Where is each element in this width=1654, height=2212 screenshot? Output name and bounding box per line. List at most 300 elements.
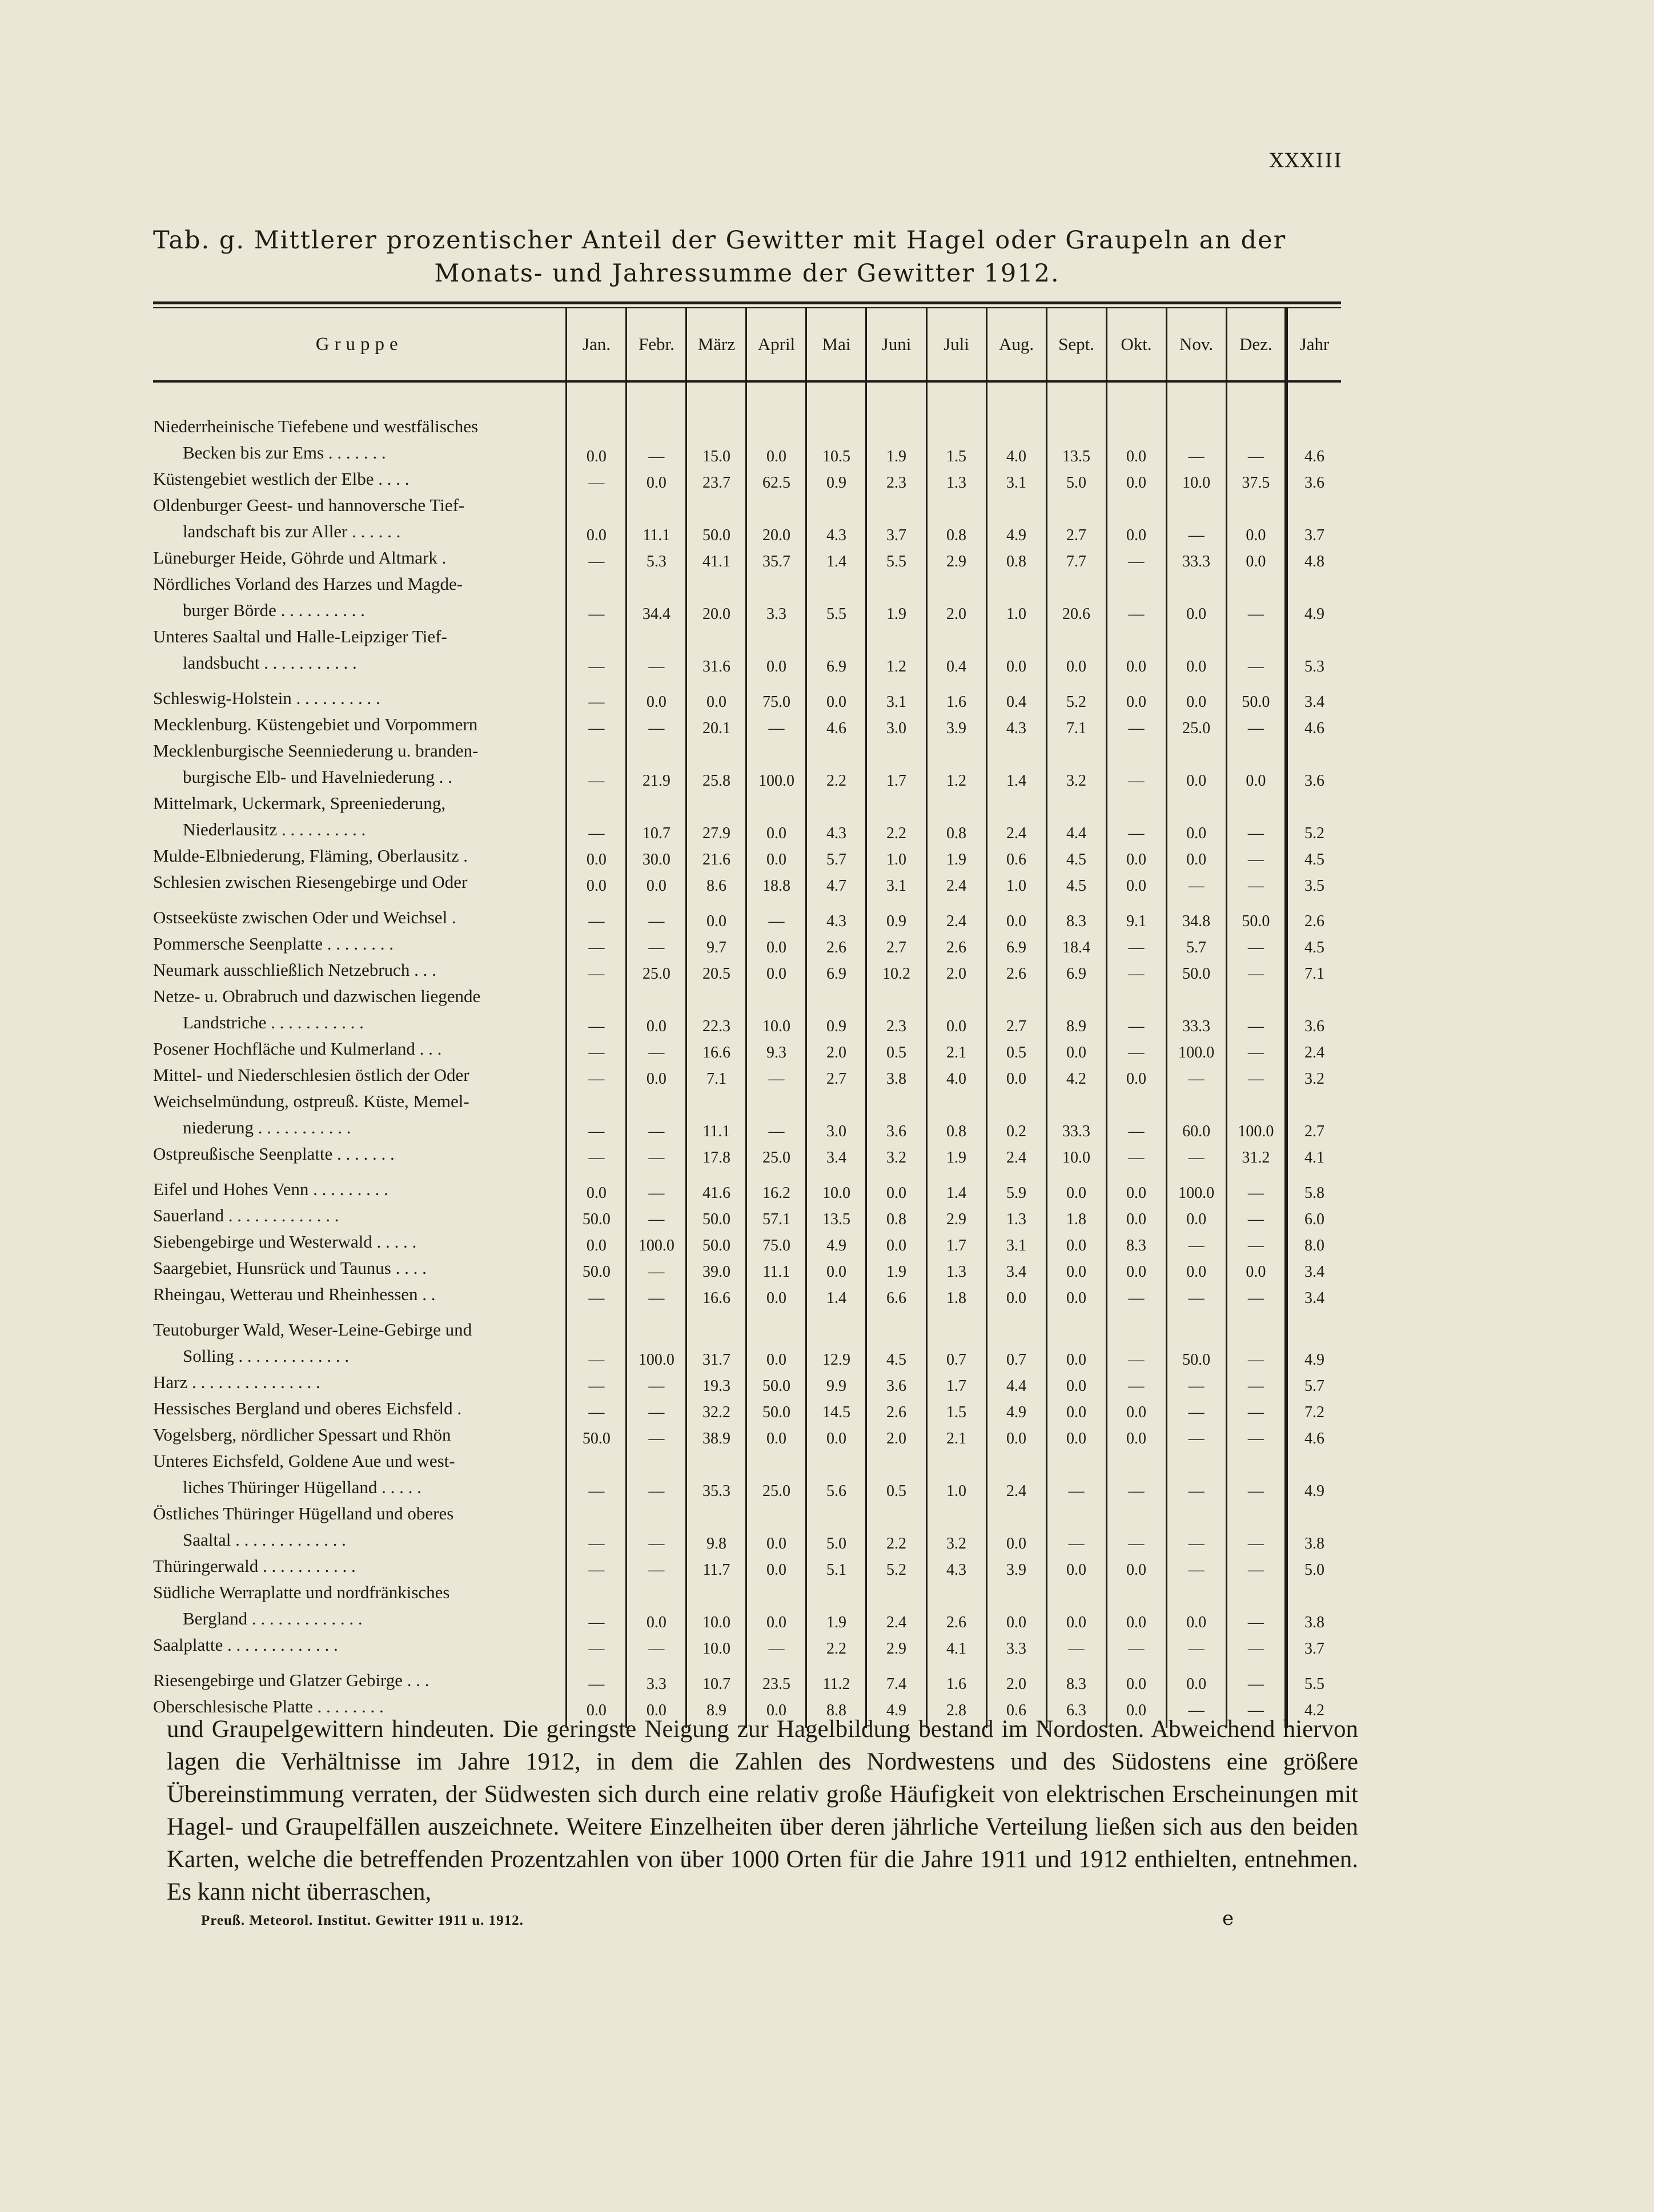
- column-header: Aug.: [986, 308, 1046, 381]
- group-spacer: [153, 676, 1341, 685]
- month-value-cell: —: [627, 1369, 687, 1395]
- month-value-cell: 0.0: [746, 1317, 806, 1369]
- table-row: [153, 983, 1341, 1036]
- spacer-cell: [926, 1167, 986, 1176]
- table-row: [153, 869, 1341, 895]
- table-row: [153, 738, 1341, 790]
- month-value-cell: 1.6: [926, 1667, 986, 1694]
- month-value-cell: 4.7: [806, 869, 866, 895]
- month-value-cell: 16.6: [687, 1281, 746, 1308]
- month-value-cell: 0.0: [627, 1694, 687, 1728]
- year-value-cell: 4.8: [1286, 545, 1341, 571]
- month-value-cell: 13.5: [806, 1202, 866, 1229]
- month-value-cell: 100.0: [746, 738, 806, 790]
- month-value-cell: 4.5: [1046, 843, 1106, 869]
- month-value-cell: 2.8: [926, 1694, 986, 1728]
- month-value-cell: —: [627, 1088, 687, 1141]
- group-name-line: Mittel- und Niederschlesien östlich der Oder: [153, 1065, 469, 1085]
- month-value-cell: 0.4: [986, 685, 1046, 711]
- month-value-cell: 0.2: [986, 1088, 1046, 1141]
- month-value-cell: 5.5: [806, 571, 866, 624]
- spacer-cell: [1046, 1308, 1106, 1317]
- month-value-cell: 50.0: [746, 1395, 806, 1422]
- month-value-cell: 4.3: [986, 711, 1046, 738]
- month-value-cell: 1.3: [926, 466, 986, 492]
- month-value-cell: —: [746, 1088, 806, 1141]
- month-value-cell: 10.7: [627, 790, 687, 843]
- group-name-cell: [153, 904, 567, 931]
- month-value-cell: 17.8: [687, 1141, 746, 1167]
- group-name-line: Niederrheinische Tiefebene und westfälisches: [153, 416, 479, 436]
- month-value-cell: —: [1226, 1553, 1286, 1579]
- month-value-cell: —: [567, 904, 627, 931]
- month-value-cell: 0.5: [866, 1036, 926, 1062]
- month-value-cell: 0.4: [926, 624, 986, 676]
- month-value-cell: —: [1106, 711, 1166, 738]
- month-value-cell: —: [1226, 1501, 1286, 1553]
- month-value-cell: 2.7: [1046, 492, 1106, 545]
- year-value-cell: 3.8: [1286, 1501, 1341, 1553]
- month-value-cell: —: [627, 624, 687, 676]
- month-value-cell: 0.0: [986, 624, 1046, 676]
- table-row: [153, 1667, 1341, 1694]
- spacer-cell: [153, 676, 567, 685]
- month-value-cell: 1.9: [866, 1255, 926, 1281]
- spacer-cell: [806, 676, 866, 685]
- group-name-line: Saaltal . . . . . . . . . . . . .: [183, 1530, 346, 1550]
- column-header: Febr.: [627, 308, 687, 381]
- month-value-cell: 0.0: [1166, 738, 1226, 790]
- month-value-cell: 0.0: [746, 931, 806, 957]
- table-row: [153, 1281, 1341, 1308]
- month-value-cell: 5.1: [806, 1553, 866, 1579]
- spacer-cell: [1046, 381, 1106, 413]
- month-value-cell: 0.0: [627, 685, 687, 711]
- month-value-cell: 7.4: [866, 1667, 926, 1694]
- month-value-cell: 9.8: [687, 1501, 746, 1553]
- year-value-cell: 4.9: [1286, 1448, 1341, 1501]
- year-value-cell: 6.0: [1286, 1202, 1341, 1229]
- month-value-cell: —: [1226, 869, 1286, 895]
- month-value-cell: 0.0: [687, 685, 746, 711]
- month-value-cell: 11.1: [627, 492, 687, 545]
- month-value-cell: 20.1: [687, 711, 746, 738]
- spacer-cell: [986, 1167, 1046, 1176]
- month-value-cell: —: [1226, 571, 1286, 624]
- month-value-cell: 0.0: [806, 1255, 866, 1281]
- year-value-cell: 3.4: [1286, 1255, 1341, 1281]
- spacer-cell: [1166, 1658, 1226, 1667]
- table-row: [153, 790, 1341, 843]
- spacer-cell: [746, 895, 806, 904]
- year-value-cell: 7.1: [1286, 957, 1341, 983]
- month-value-cell: 33.3: [1166, 545, 1226, 571]
- month-value-cell: 2.0: [806, 1036, 866, 1062]
- spacer-cell: [1286, 676, 1341, 685]
- group-name-line: Vogelsberg, nördlicher Spessart und Rhön: [153, 1425, 451, 1445]
- month-value-cell: —: [1046, 1501, 1106, 1553]
- month-value-cell: 0.0: [1106, 1395, 1166, 1422]
- month-value-cell: 10.0: [687, 1579, 746, 1632]
- group-name-line: Niederlausitz . . . . . . . . . .: [183, 819, 366, 839]
- month-value-cell: 8.9: [687, 1694, 746, 1728]
- spacer-cell: [926, 1308, 986, 1317]
- spacer-cell: [627, 895, 687, 904]
- group-name-cell: [153, 492, 567, 545]
- table-row: [153, 685, 1341, 711]
- month-value-cell: 0.6: [986, 1694, 1046, 1728]
- month-value-cell: 2.7: [986, 983, 1046, 1036]
- month-value-cell: 31.7: [687, 1317, 746, 1369]
- month-value-cell: 0.0: [1046, 1176, 1106, 1202]
- month-value-cell: 18.8: [746, 869, 806, 895]
- month-value-cell: 1.8: [926, 1281, 986, 1308]
- month-value-cell: —: [627, 1036, 687, 1062]
- table-row: [153, 1395, 1341, 1422]
- month-value-cell: 7.1: [687, 1062, 746, 1088]
- spacer-cell: [687, 1167, 746, 1176]
- month-value-cell: 4.5: [866, 1317, 926, 1369]
- month-value-cell: 11.2: [806, 1667, 866, 1694]
- month-value-cell: —: [1226, 1369, 1286, 1395]
- month-value-cell: 0.0: [806, 1422, 866, 1448]
- month-value-cell: 4.1: [926, 1632, 986, 1658]
- group-name-line: landsbucht . . . . . . . . . . .: [183, 653, 357, 673]
- table-row: [153, 1036, 1341, 1062]
- month-value-cell: 0.0: [567, 869, 627, 895]
- group-name-line: Saargebiet, Hunsrück und Taunus . . . .: [153, 1258, 427, 1278]
- group-name-cell: [153, 931, 567, 957]
- month-value-cell: —: [1166, 1141, 1226, 1167]
- year-value-cell: 5.3: [1286, 624, 1341, 676]
- month-value-cell: 3.1: [866, 869, 926, 895]
- month-value-cell: 0.0: [1166, 1667, 1226, 1694]
- month-value-cell: 12.9: [806, 1317, 866, 1369]
- month-value-cell: 5.9: [986, 1176, 1046, 1202]
- spacer-cell: [567, 1658, 627, 1667]
- spacer-cell: [1166, 676, 1226, 685]
- footer-publisher: Preuß. Meteorol. Institut. Gewitter 1911 u. 1912.: [201, 1913, 524, 1928]
- spacer-cell: [866, 1308, 926, 1317]
- month-value-cell: 4.3: [806, 492, 866, 545]
- month-value-cell: —: [627, 1632, 687, 1658]
- spacer-cell: [746, 1658, 806, 1667]
- spacer-cell: [1046, 1167, 1106, 1176]
- month-value-cell: 4.2: [1046, 1062, 1106, 1088]
- month-value-cell: 0.0: [1046, 1281, 1106, 1308]
- group-name-line: Thüringerwald . . . . . . . . . . .: [153, 1556, 356, 1576]
- month-value-cell: 100.0: [1226, 1088, 1286, 1141]
- table-body: [153, 381, 1341, 1728]
- spacer-cell: [1046, 676, 1106, 685]
- month-value-cell: 0.0: [806, 685, 866, 711]
- month-value-cell: 50.0: [687, 1202, 746, 1229]
- month-value-cell: 0.0: [1166, 790, 1226, 843]
- month-value-cell: 3.6: [866, 1369, 926, 1395]
- month-value-cell: 35.7: [746, 545, 806, 571]
- month-value-cell: 0.0: [746, 1553, 806, 1579]
- group-name-line: Siebengebirge und Westerwald . . . . .: [153, 1232, 417, 1252]
- month-value-cell: 1.2: [866, 624, 926, 676]
- month-value-cell: 0.0: [1226, 492, 1286, 545]
- group-name-line: landschaft bis zur Aller . . . . . .: [183, 521, 401, 541]
- spacer-cell: [687, 1658, 746, 1667]
- group-name-line: Landstriche . . . . . . . . . . .: [183, 1012, 364, 1032]
- month-value-cell: 5.0: [806, 1501, 866, 1553]
- month-value-cell: 50.0: [567, 1422, 627, 1448]
- month-value-cell: —: [1226, 1667, 1286, 1694]
- group-name-line: Sauerland . . . . . . . . . . . . .: [153, 1205, 339, 1225]
- month-value-cell: 2.9: [926, 1202, 986, 1229]
- group-name-cell: [153, 413, 567, 466]
- month-value-cell: 0.0: [1166, 624, 1226, 676]
- month-value-cell: 9.7: [687, 931, 746, 957]
- month-value-cell: 0.0: [1106, 1553, 1166, 1579]
- month-value-cell: 2.2: [806, 1632, 866, 1658]
- month-value-cell: —: [627, 904, 687, 931]
- group-name-line: Mecklenburg. Küstengebiet und Vorpommern: [153, 714, 478, 734]
- month-value-cell: 3.2: [866, 1141, 926, 1167]
- year-value-cell: 3.8: [1286, 1579, 1341, 1632]
- spacer-cell: [1226, 1658, 1286, 1667]
- month-value-cell: —: [627, 1176, 687, 1202]
- group-name-line: Schlesien zwischen Riesengebirge und Oder: [153, 872, 468, 892]
- month-value-cell: 41.6: [687, 1176, 746, 1202]
- month-value-cell: —: [1226, 1694, 1286, 1728]
- group-name-line: Mecklenburgische Seenniederung u. branden-: [153, 741, 479, 761]
- month-value-cell: 3.3: [986, 1632, 1046, 1658]
- month-value-cell: 0.0: [746, 1422, 806, 1448]
- spacer-cell: [1166, 1167, 1226, 1176]
- month-value-cell: 9.9: [806, 1369, 866, 1395]
- month-value-cell: 1.6: [926, 685, 986, 711]
- column-header: Jan.: [567, 308, 627, 381]
- month-value-cell: 57.1: [746, 1202, 806, 1229]
- table-row: [153, 1369, 1341, 1395]
- table-row: [153, 711, 1341, 738]
- month-value-cell: 0.0: [1166, 843, 1226, 869]
- month-value-cell: 1.0: [866, 843, 926, 869]
- spacer-cell: [986, 895, 1046, 904]
- month-value-cell: 4.3: [926, 1553, 986, 1579]
- group-name-cell: [153, 1229, 567, 1255]
- month-value-cell: 21.6: [687, 843, 746, 869]
- month-value-cell: 0.0: [1226, 545, 1286, 571]
- month-value-cell: 0.0: [1106, 843, 1166, 869]
- month-value-cell: 0.0: [866, 1176, 926, 1202]
- month-value-cell: 20.6: [1046, 571, 1106, 624]
- month-value-cell: —: [567, 738, 627, 790]
- spacer-cell: [866, 381, 926, 413]
- spacer-cell: [627, 1167, 687, 1176]
- month-value-cell: 0.0: [627, 1062, 687, 1088]
- month-value-cell: 50.0: [1166, 1317, 1226, 1369]
- month-value-cell: 0.0: [1106, 1202, 1166, 1229]
- month-value-cell: 0.0: [746, 843, 806, 869]
- month-value-cell: 39.0: [687, 1255, 746, 1281]
- month-value-cell: 0.6: [986, 843, 1046, 869]
- group-name-cell: [153, 1632, 567, 1658]
- month-value-cell: 2.6: [806, 931, 866, 957]
- month-value-cell: —: [1106, 1088, 1166, 1141]
- month-value-cell: 100.0: [627, 1229, 687, 1255]
- year-value-cell: 5.8: [1286, 1176, 1341, 1202]
- month-value-cell: 0.0: [986, 1579, 1046, 1632]
- month-value-cell: —: [1106, 738, 1166, 790]
- column-header: Juli: [926, 308, 986, 381]
- spacer-cell: [926, 381, 986, 413]
- group-name-line: Oberschlesische Platte . . . . . . . .: [153, 1696, 384, 1716]
- group-name-line: Mulde-Elbniederung, Fläming, Oberlausitz .: [153, 846, 468, 866]
- spacer-cell: [986, 1308, 1046, 1317]
- month-value-cell: 1.5: [926, 413, 986, 466]
- header-spacer: [153, 381, 1341, 413]
- month-value-cell: 1.4: [806, 1281, 866, 1308]
- month-value-cell: 2.6: [866, 1395, 926, 1422]
- month-value-cell: 2.4: [926, 869, 986, 895]
- spacer-cell: [806, 895, 866, 904]
- spacer-cell: [153, 1658, 567, 1667]
- spacer-cell: [567, 895, 627, 904]
- month-value-cell: 11.7: [687, 1553, 746, 1579]
- month-value-cell: 2.4: [866, 1579, 926, 1632]
- month-value-cell: —: [567, 1036, 627, 1062]
- month-value-cell: 0.8: [926, 1088, 986, 1141]
- month-value-cell: 10.2: [866, 957, 926, 983]
- month-value-cell: —: [567, 1667, 627, 1694]
- month-value-cell: 18.4: [1046, 931, 1106, 957]
- year-value-cell: 4.2: [1286, 1694, 1341, 1728]
- month-value-cell: 8.3: [1046, 1667, 1106, 1694]
- group-name-line: Ostpreußische Seenplatte . . . . . . .: [153, 1144, 395, 1164]
- month-value-cell: 0.0: [1106, 1579, 1166, 1632]
- group-name-line: Unteres Eichsfeld, Goldene Aue und west-: [153, 1451, 455, 1471]
- month-value-cell: —: [1226, 1229, 1286, 1255]
- group-name-line: Oldenburger Geest- und hannoversche Tief-: [153, 495, 465, 515]
- month-value-cell: 2.9: [866, 1632, 926, 1658]
- month-value-cell: —: [1226, 931, 1286, 957]
- month-value-cell: —: [1166, 1694, 1226, 1728]
- group-spacer: [153, 1308, 1341, 1317]
- month-value-cell: —: [1106, 1281, 1166, 1308]
- month-value-cell: —: [567, 1088, 627, 1141]
- month-value-cell: —: [1166, 1229, 1226, 1255]
- spacer-cell: [806, 381, 866, 413]
- month-value-cell: —: [567, 1448, 627, 1501]
- month-value-cell: 0.0: [1166, 1579, 1226, 1632]
- spacer-cell: [687, 1308, 746, 1317]
- month-value-cell: —: [567, 1395, 627, 1422]
- month-value-cell: 37.5: [1226, 466, 1286, 492]
- month-value-cell: —: [627, 1553, 687, 1579]
- month-value-cell: 41.1: [687, 545, 746, 571]
- month-value-cell: 0.0: [1166, 1202, 1226, 1229]
- year-value-cell: 2.6: [1286, 904, 1341, 931]
- month-value-cell: —: [1106, 571, 1166, 624]
- month-value-cell: 0.0: [1046, 1395, 1106, 1422]
- month-value-cell: 0.8: [986, 545, 1046, 571]
- month-value-cell: 0.0: [1106, 624, 1166, 676]
- month-value-cell: —: [1106, 1317, 1166, 1369]
- month-value-cell: —: [567, 711, 627, 738]
- spacer-cell: [567, 381, 627, 413]
- month-value-cell: 3.0: [866, 711, 926, 738]
- month-value-cell: 1.9: [926, 1141, 986, 1167]
- month-value-cell: 0.0: [567, 1229, 627, 1255]
- month-value-cell: 0.0: [1046, 1422, 1106, 1448]
- spacer-cell: [687, 381, 746, 413]
- month-value-cell: 2.0: [866, 1422, 926, 1448]
- month-value-cell: 21.9: [627, 738, 687, 790]
- column-header: Okt.: [1106, 308, 1166, 381]
- table-row: [153, 624, 1341, 676]
- month-value-cell: 75.0: [746, 685, 806, 711]
- month-value-cell: 15.0: [687, 413, 746, 466]
- spacer-cell: [1166, 895, 1226, 904]
- table-row: [153, 1317, 1341, 1369]
- group-name-cell: [153, 957, 567, 983]
- spacer-cell: [806, 1308, 866, 1317]
- month-value-cell: —: [1106, 983, 1166, 1036]
- month-value-cell: 4.3: [806, 790, 866, 843]
- year-value-cell: 2.4: [1286, 1036, 1341, 1062]
- table-header-row: [153, 308, 1341, 381]
- spacer-cell: [866, 676, 926, 685]
- month-value-cell: 2.9: [926, 545, 986, 571]
- spacer-cell: [1046, 895, 1106, 904]
- month-value-cell: 3.4: [986, 1255, 1046, 1281]
- month-value-cell: 5.5: [866, 545, 926, 571]
- group-name-cell: [153, 1176, 567, 1202]
- month-value-cell: 3.2: [1046, 738, 1106, 790]
- month-value-cell: 33.3: [1046, 1088, 1106, 1141]
- footer-signature-mark: e: [1222, 1907, 1234, 1930]
- spacer-cell: [687, 676, 746, 685]
- spacer-cell: [746, 1167, 806, 1176]
- month-value-cell: 0.0: [1166, 1255, 1226, 1281]
- spacer-cell: [1106, 1308, 1166, 1317]
- month-value-cell: —: [1106, 1036, 1166, 1062]
- month-value-cell: 2.1: [926, 1036, 986, 1062]
- month-value-cell: 22.3: [687, 983, 746, 1036]
- month-value-cell: 62.5: [746, 466, 806, 492]
- month-value-cell: —: [567, 685, 627, 711]
- group-name-line: burger Börde . . . . . . . . . .: [183, 600, 365, 620]
- month-value-cell: 2.4: [986, 1448, 1046, 1501]
- month-value-cell: 2.7: [866, 931, 926, 957]
- spacer-cell: [746, 381, 806, 413]
- month-value-cell: 50.0: [567, 1255, 627, 1281]
- month-value-cell: 0.0: [1106, 1422, 1166, 1448]
- month-value-cell: 0.7: [926, 1317, 986, 1369]
- table-row: [153, 1141, 1341, 1167]
- spacer-cell: [567, 1308, 627, 1317]
- month-value-cell: —: [567, 545, 627, 571]
- spacer-cell: [1166, 1308, 1226, 1317]
- month-value-cell: 50.0: [1166, 957, 1226, 983]
- spacer-cell: [153, 895, 567, 904]
- month-value-cell: 4.0: [926, 1062, 986, 1088]
- group-name-cell: [153, 1317, 567, 1369]
- year-value-cell: 4.5: [1286, 843, 1341, 869]
- month-value-cell: 0.0: [1046, 624, 1106, 676]
- month-value-cell: 6.9: [1046, 957, 1106, 983]
- month-value-cell: 20.0: [746, 492, 806, 545]
- spacer-cell: [1286, 381, 1341, 413]
- table-row: [153, 1176, 1341, 1202]
- month-value-cell: 0.0: [627, 1579, 687, 1632]
- column-header: Mai: [806, 308, 866, 381]
